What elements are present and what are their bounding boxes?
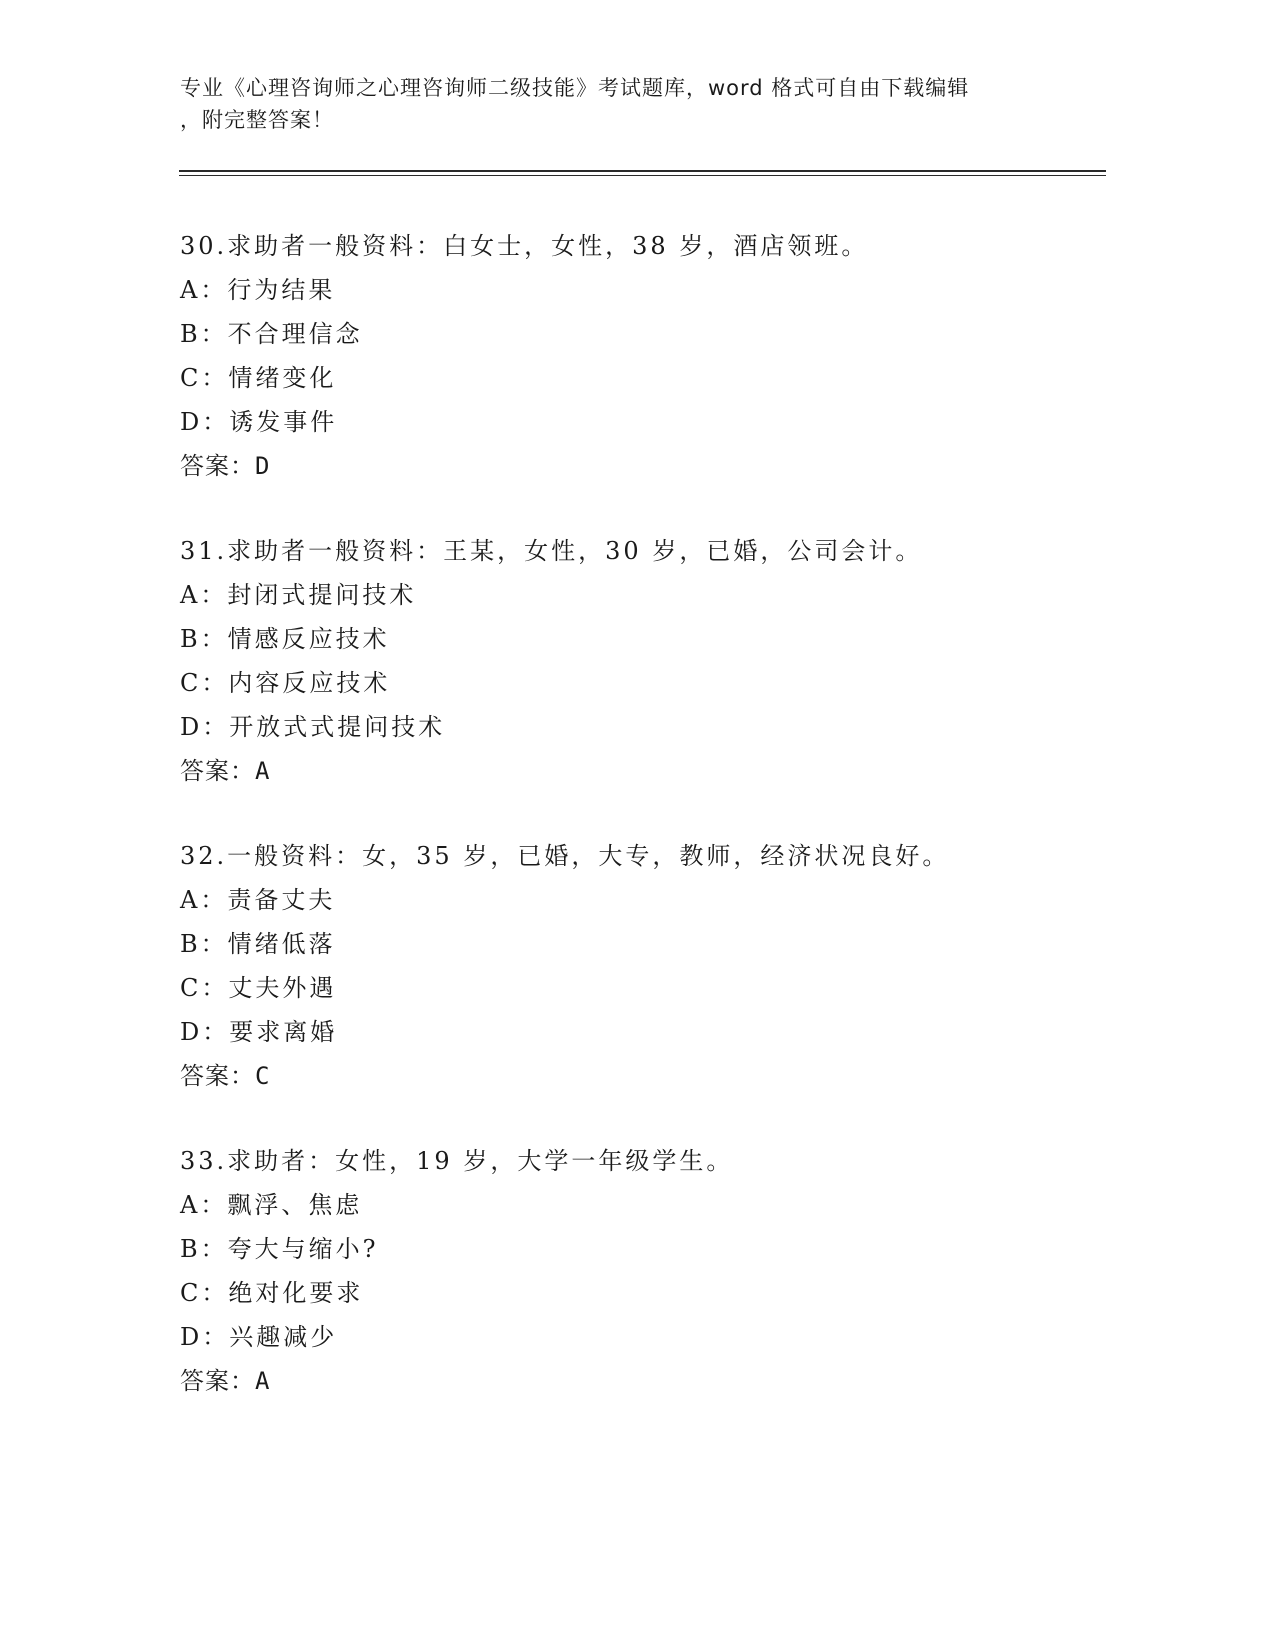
answer-label: 答案： xyxy=(180,452,255,480)
answer-line xyxy=(180,1054,1130,1098)
answer-value: C xyxy=(255,1062,271,1090)
option-b: B：不合理信念 xyxy=(180,320,363,348)
option-b: B：情感反应技术 xyxy=(180,625,390,653)
question-stem: 31.求助者一般资料：王某，女性，30 岁，已婚，公司会计。 xyxy=(180,537,923,565)
answer-line xyxy=(180,444,1130,488)
answer-label: 答案： xyxy=(180,1367,255,1395)
option-d: D：兴趣减少 xyxy=(180,1323,338,1351)
option-d: D：开放式式提问技术 xyxy=(180,713,446,741)
answer-value: A xyxy=(255,1367,271,1395)
question-stem: 30.求助者一般资料：白女士，女性，38 岁，酒店领班。 xyxy=(180,232,869,260)
answer-value: D xyxy=(255,452,271,480)
option-c: C：情绪变化 xyxy=(180,364,337,392)
option-a: A：飘浮、焦虑 xyxy=(180,1191,363,1219)
answer-line xyxy=(180,749,1130,793)
option-c: C：内容反应技术 xyxy=(180,669,391,697)
option-c: C：丈夫外遇 xyxy=(180,974,337,1002)
header-line-2: ，附完整答案！ xyxy=(180,108,334,132)
option-a: A：行为结果 xyxy=(180,276,336,304)
answer-label: 答案： xyxy=(180,757,255,785)
question-stem: 32.一般资料：女，35 岁，已婚，大专，教师，经济状况良好。 xyxy=(180,842,950,870)
header-line-1: 专业《心理咨询师之心理咨询师二级技能》考试题库，word 格式可自由下载编辑 xyxy=(180,76,970,100)
question-30 xyxy=(180,224,1130,488)
question-stem: 33.求助者：女性，19 岁，大学一年级学生。 xyxy=(180,1147,734,1175)
option-c: C：绝对化要求 xyxy=(180,1279,364,1307)
header-divider-thin xyxy=(179,175,1106,176)
option-b: B：夸大与缩小? xyxy=(180,1235,379,1263)
header-divider-thick xyxy=(179,170,1106,172)
option-a: A：封闭式提问技术 xyxy=(180,581,417,609)
option-a: A：责备丈夫 xyxy=(180,886,336,914)
question-32 xyxy=(180,834,1130,1098)
question-31 xyxy=(180,529,1130,793)
option-d: D：诱发事件 xyxy=(180,408,338,436)
option-d: D：要求离婚 xyxy=(180,1018,338,1046)
answer-value: A xyxy=(255,757,271,785)
answer-line xyxy=(180,1359,1130,1403)
question-33 xyxy=(180,1139,1130,1403)
document-header xyxy=(180,72,1060,136)
answer-label: 答案： xyxy=(180,1062,255,1090)
option-b: B：情绪低落 xyxy=(180,930,336,958)
